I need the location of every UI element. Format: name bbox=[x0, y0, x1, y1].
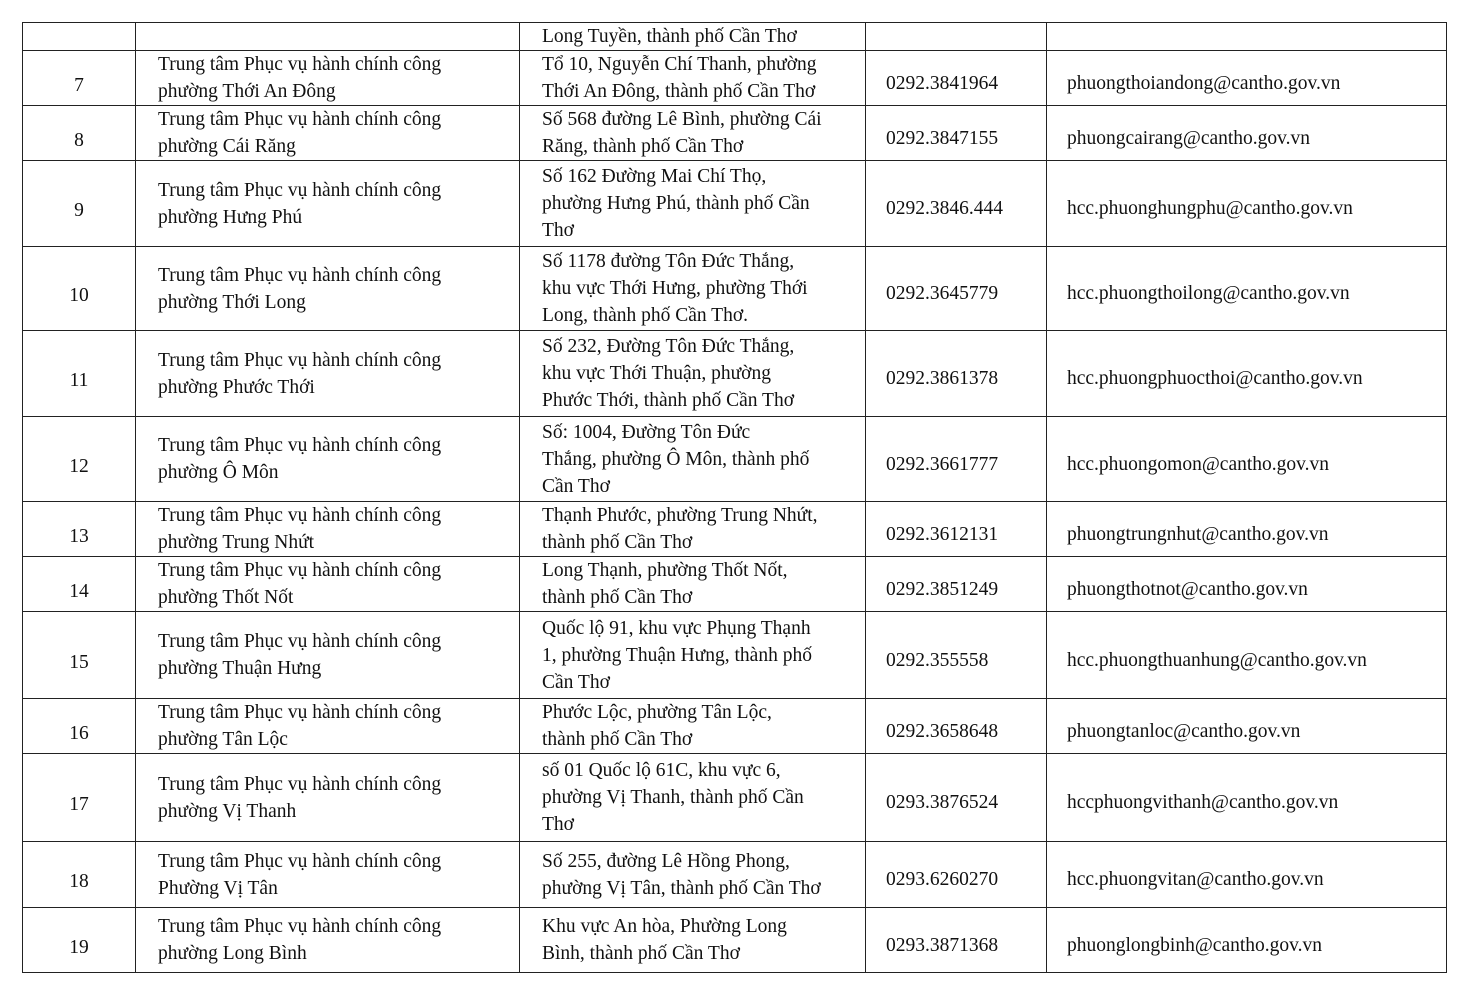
address-cell bbox=[520, 754, 866, 842]
center-name-line: Trung tâm Phục vụ hành chính công bbox=[158, 349, 442, 371]
center-name-cell bbox=[136, 908, 520, 973]
center-name-line: Trung tâm Phục vụ hành chính công bbox=[158, 435, 442, 456]
table-row bbox=[23, 502, 1447, 557]
address-line: phường Hưng Phú, thành phố Cần bbox=[542, 193, 810, 214]
phone-cell: 0292.3846.444 bbox=[866, 161, 1047, 247]
address-cell bbox=[520, 502, 866, 557]
center-name-line: Trung tâm Phục vụ hành chính công bbox=[158, 54, 442, 75]
center-name-line: phường Thới Long bbox=[158, 291, 306, 313]
center-name-line: Trung tâm Phục vụ hành chính công bbox=[158, 179, 442, 201]
center-name-line: Trung tâm Phục vụ hành chính công bbox=[158, 916, 442, 937]
stt-cell: 14 bbox=[23, 557, 136, 612]
address-line: Số 568 đường Lê Bình, phường Cái bbox=[542, 109, 822, 130]
email-cell: hcc.phuongvitan@cantho.gov.vn bbox=[1047, 842, 1447, 908]
table-row bbox=[23, 699, 1447, 754]
center-name-line: phường Thốt Nốt bbox=[158, 587, 294, 608]
address-line: Long Thạnh, phường Thốt Nốt, bbox=[542, 560, 788, 581]
center-name-cell bbox=[136, 502, 520, 557]
stt-cell: 13 bbox=[23, 502, 136, 557]
email-cell: phuonglongbinh@cantho.gov.vn bbox=[1047, 908, 1447, 973]
stt-cell: 12 bbox=[23, 417, 136, 502]
address-cell bbox=[520, 331, 866, 417]
address-line: Tổ 10, Nguyễn Chí Thanh, phường bbox=[542, 54, 817, 75]
email-cell: hcc.phuongphuocthoi@cantho.gov.vn bbox=[1047, 331, 1447, 417]
address-cell bbox=[520, 842, 866, 908]
center-name-cell bbox=[136, 557, 520, 612]
center-name-cell bbox=[136, 23, 520, 51]
email-cell: phuongthoiandong@cantho.gov.vn bbox=[1047, 51, 1447, 106]
table-row bbox=[23, 51, 1447, 106]
address-cell bbox=[520, 51, 866, 106]
address-line: thành phố Cần Thơ bbox=[542, 532, 693, 553]
table-row bbox=[23, 106, 1447, 161]
email-cell: phuongcairang@cantho.gov.vn bbox=[1047, 106, 1447, 161]
center-name-line: Phường Vị Tân bbox=[158, 877, 278, 899]
address-cell bbox=[520, 557, 866, 612]
center-name-line: phường Long Bình bbox=[158, 943, 307, 964]
address-line: Long Tuyền, thành phố Cần Thơ bbox=[542, 26, 797, 47]
center-name-line: Trung tâm Phục vụ hành chính công bbox=[158, 702, 442, 723]
address-line: Phước Lộc, phường Tân Lộc, bbox=[542, 702, 772, 723]
phone-cell: 0292.3851249 bbox=[866, 557, 1047, 612]
phone-cell: 0292.3847155 bbox=[866, 106, 1047, 161]
email-cell: phuongtanloc@cantho.gov.vn bbox=[1047, 699, 1447, 754]
center-name-cell bbox=[136, 247, 520, 331]
stt-cell: 15 bbox=[23, 612, 136, 699]
phone-cell: 0292.3861378 bbox=[866, 331, 1047, 417]
center-name-line: phường Tân Lộc bbox=[158, 729, 288, 750]
address-line: Long, thành phố Cần Thơ. bbox=[542, 305, 749, 326]
stt-cell bbox=[23, 23, 136, 51]
stt-cell: 9 bbox=[23, 161, 136, 247]
address-line: phường Vị Thanh, thành phố Cần bbox=[542, 787, 804, 808]
center-name-line: Trung tâm Phục vụ hành chính công bbox=[158, 264, 442, 286]
table-row bbox=[23, 417, 1447, 502]
address-line: Bình, thành phố Cần Thơ bbox=[542, 943, 740, 964]
table-row bbox=[23, 842, 1447, 908]
address-line: Số 232, Đường Tôn Đức Thắng, bbox=[542, 336, 795, 357]
table-row bbox=[23, 247, 1447, 331]
stt-cell: 16 bbox=[23, 699, 136, 754]
table-row bbox=[23, 754, 1447, 842]
email-cell: phuongthotnot@cantho.gov.vn bbox=[1047, 557, 1447, 612]
address-line: Phước Thới, thành phố Cần Thơ bbox=[542, 390, 795, 411]
phone-cell: 0292.355558 bbox=[866, 612, 1047, 699]
stt-cell: 10 bbox=[23, 247, 136, 331]
stt-cell: 7 bbox=[23, 51, 136, 106]
email-cell: hcc.phuongthuanhung@cantho.gov.vn bbox=[1047, 612, 1447, 699]
address-line: Thơ bbox=[542, 220, 574, 241]
stt-cell: 19 bbox=[23, 908, 136, 973]
address-line: Cần Thơ bbox=[542, 671, 610, 693]
center-name-line: phường Hưng Phú bbox=[158, 206, 303, 228]
address-line: Khu vực An hòa, Phường Long bbox=[542, 916, 787, 937]
address-cell bbox=[520, 247, 866, 331]
address-line: Thạnh Phước, phường Trung Nhứt, bbox=[542, 505, 818, 526]
address-cell bbox=[520, 106, 866, 161]
table-row bbox=[23, 23, 1447, 51]
address-cell bbox=[520, 417, 866, 502]
address-line: khu vực Thới Thuận, phường bbox=[542, 363, 771, 384]
center-name-line: phường Thuận Hưng bbox=[158, 658, 322, 679]
center-name-cell bbox=[136, 754, 520, 842]
address-line: Số 1178 đường Tôn Đức Thắng, bbox=[542, 251, 795, 272]
address-line: Thới An Đông, thành phố Cần Thơ bbox=[542, 81, 816, 102]
center-name-line: phường Phước Thới bbox=[158, 376, 315, 398]
center-name-cell bbox=[136, 161, 520, 247]
center-name-cell bbox=[136, 842, 520, 908]
phone-cell: 0292.3841964 bbox=[866, 51, 1047, 106]
address-line: Số 162 Đường Mai Chí Thọ, bbox=[542, 166, 767, 187]
address-cell bbox=[520, 612, 866, 699]
center-name-cell bbox=[136, 612, 520, 699]
phone-cell: 0292.3658648 bbox=[866, 699, 1047, 754]
table-row bbox=[23, 612, 1447, 699]
service-center-table bbox=[22, 22, 1447, 973]
stt-cell: 18 bbox=[23, 842, 136, 908]
address-line: Cần Thơ bbox=[542, 475, 610, 497]
address-line: Răng, thành phố Cần Thơ bbox=[542, 136, 744, 157]
address-line: thành phố Cần Thơ bbox=[542, 587, 693, 608]
phone-cell: 0292.3645779 bbox=[866, 247, 1047, 331]
phone-cell: 0293.3876524 bbox=[866, 754, 1047, 842]
center-name-cell bbox=[136, 417, 520, 502]
center-name-line: Trung tâm Phục vụ hành chính công bbox=[158, 631, 442, 652]
address-line: 1, phường Thuận Hưng, thành phố bbox=[542, 644, 812, 666]
center-name-line: phường Thới An Đông bbox=[158, 81, 336, 102]
center-name-line: Trung tâm Phục vụ hành chính công bbox=[158, 505, 442, 526]
address-line: Quốc lộ 91, khu vực Phụng Thạnh bbox=[542, 617, 811, 639]
email-cell: hccphuongvithanh@cantho.gov.vn bbox=[1047, 754, 1447, 842]
center-name-line: phường Ô Môn bbox=[158, 462, 279, 483]
email-cell: hcc.phuongomon@cantho.gov.vn bbox=[1047, 417, 1447, 502]
address-line: phường Vị Tân, thành phố Cần Thơ bbox=[542, 877, 821, 899]
stt-cell: 17 bbox=[23, 754, 136, 842]
center-name-cell bbox=[136, 331, 520, 417]
stt-cell: 8 bbox=[23, 106, 136, 161]
address-cell bbox=[520, 23, 866, 51]
stt-cell: 11 bbox=[23, 331, 136, 417]
email-cell: hcc.phuonghungphu@cantho.gov.vn bbox=[1047, 161, 1447, 247]
address-line: khu vực Thới Hưng, phường Thới bbox=[542, 278, 808, 299]
center-name-line: phường Vị Thanh bbox=[158, 800, 297, 822]
table-row bbox=[23, 331, 1447, 417]
document-page bbox=[22, 22, 1446, 973]
phone-cell: 0292.3661777 bbox=[866, 417, 1047, 502]
address-line: Số 255, đường Lê Hồng Phong, bbox=[542, 850, 790, 872]
email-cell: phuongtrungnhut@cantho.gov.vn bbox=[1047, 502, 1447, 557]
center-name-cell bbox=[136, 51, 520, 106]
center-name-line: phường Trung Nhứt bbox=[158, 532, 315, 553]
email-cell: hcc.phuongthoilong@cantho.gov.vn bbox=[1047, 247, 1447, 331]
phone-cell: 0292.3612131 bbox=[866, 502, 1047, 557]
center-name-cell bbox=[136, 699, 520, 754]
address-line: Thơ bbox=[542, 814, 574, 835]
address-line: số 01 Quốc lộ 61C, khu vực 6, bbox=[542, 760, 781, 781]
center-name-line: Trung tâm Phục vụ hành chính công bbox=[158, 773, 442, 795]
address-line: thành phố Cần Thơ bbox=[542, 729, 693, 750]
address-line: Số: 1004, Đường Tôn Đức bbox=[542, 421, 751, 443]
address-cell bbox=[520, 908, 866, 973]
table-row bbox=[23, 908, 1447, 973]
address-cell bbox=[520, 699, 866, 754]
center-name-line: Trung tâm Phục vụ hành chính công bbox=[158, 109, 442, 130]
center-name-cell bbox=[136, 106, 520, 161]
table-row bbox=[23, 161, 1447, 247]
table-row bbox=[23, 557, 1447, 612]
center-name-line: Trung tâm Phục vụ hành chính công bbox=[158, 560, 442, 581]
center-name-line: Trung tâm Phục vụ hành chính công bbox=[158, 850, 442, 872]
table-body bbox=[23, 23, 1447, 973]
phone-cell bbox=[866, 23, 1047, 51]
address-cell bbox=[520, 161, 866, 247]
center-name-line: phường Cái Răng bbox=[158, 136, 296, 157]
phone-cell: 0293.6260270 bbox=[866, 842, 1047, 908]
phone-cell: 0293.3871368 bbox=[866, 908, 1047, 973]
email-cell bbox=[1047, 23, 1447, 51]
address-line: Thắng, phường Ô Môn, thành phố bbox=[542, 448, 810, 470]
